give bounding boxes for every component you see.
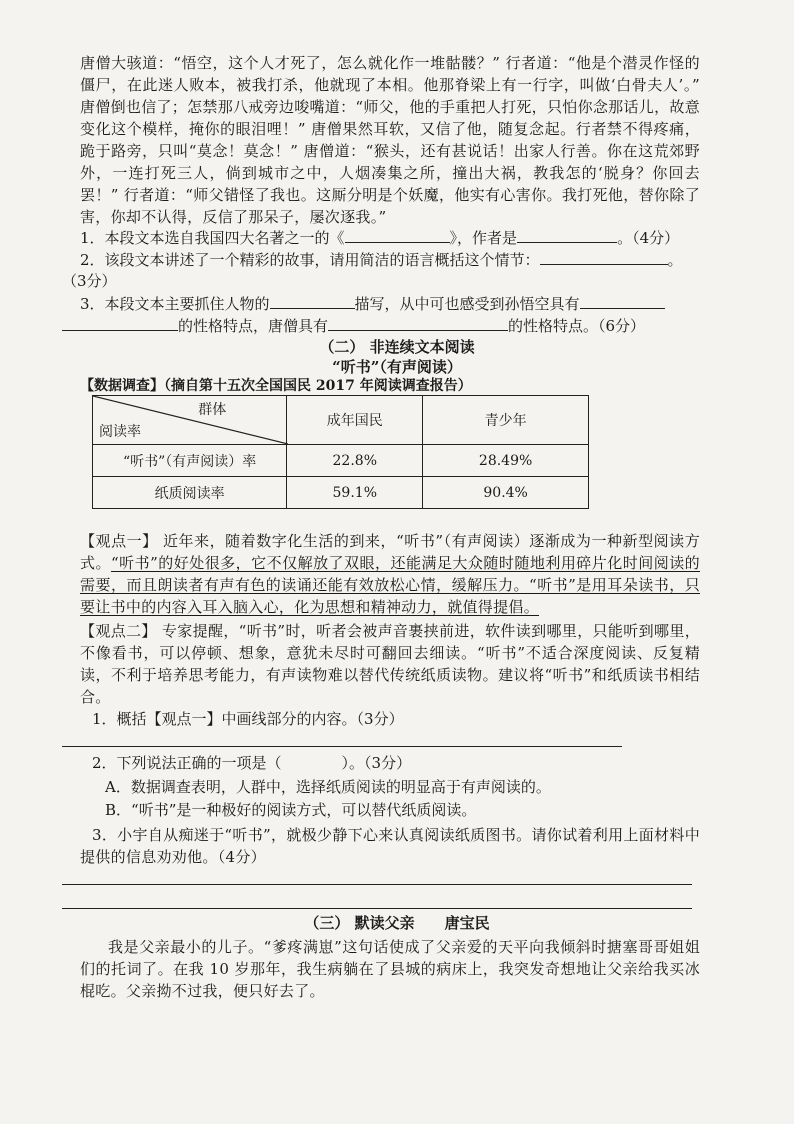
table-row: [93, 445, 589, 477]
viewpoint-1-underlined: “听书”的好处很多，它不仅解放了双眼，还能满足大众随时随地利用碎片化时间阅读的需要，而且朗读者有声有色的读诵还能有效放松心情，缓解压力。“听书”是用耳朵读书，只要让书中的内容入耳入脑入心，化为思想和精神动力，就值得提倡。: [80, 554, 700, 616]
header-group: 群体: [198, 402, 227, 418]
section-3-heading: （三） 默读父亲 唐宝民: [304, 914, 490, 932]
q3-text-d: 的性格特点。（6分）: [508, 317, 646, 335]
q3-text-b: 描写，从中可也感受到孙悟空具有: [354, 295, 580, 313]
plot-summary-blank[interactable]: [540, 248, 668, 265]
q3-text-a: 3．本段文本主要抓住人物的: [80, 295, 270, 313]
option-b[interactable]: B．“听书”是一种极好的阅读方式，可以替代纸质阅读。: [105, 801, 477, 819]
cell-teen: 28.49%: [423, 445, 589, 477]
viewpoint-1: [80, 530, 700, 618]
description-type-blank[interactable]: [270, 292, 355, 309]
q2-score: （3分）: [62, 272, 117, 290]
question-2-3: 3．小宇自从痴迷于“听书”，就极少静下心来认真阅读纸质图书。请你试着利用上面材料中提供的信息劝劝他。（4分）: [80, 826, 700, 866]
wukong-trait-blank-cont[interactable]: [62, 314, 178, 331]
author-blank[interactable]: [517, 226, 617, 243]
col-adult-header: 成年国民: [287, 396, 423, 445]
col-teen-header: 青少年: [423, 396, 589, 445]
reading-rate-table: [92, 395, 589, 509]
tangseng-trait-blank[interactable]: [328, 314, 508, 331]
q1-text-b: 》，作者是: [449, 229, 518, 247]
question-1-3: [80, 292, 665, 315]
passage-xiyouji: 唐僧大骇道：“悟空，这个人才死了，怎么就化作一堆骷髅？” 行者道：“他是个潜灵作怪的僵尸，在此迷人败本，被我打杀，他就现了本相。他那脊梁上有一行字，叫做‘白骨夫人’。” 唐僧倒也信了；怎禁那八戒旁边唆嘴道：“师父，他的手重把人打死，只怕你念那话儿，故意变化这个模样，掩你的眼泪哩！” 唐僧果然耳软，又信了他，随复念起。行者禁不得疼痛，跪于路旁，只叫“莫念！莫念！” 唐僧道：“猴头，还有甚说话！出家人行善。你在这荒郊野外，一连打死三人，倘到城市之中，人烟凑集之所，撞出大祸，教我怎的‘脱身？你回去罢！” 行者道：“师父错怪了我也。这厮分明是个妖魔，他实有心害你。我打死他，替你除了害，你却不认得，反信了那呆子，屡次逐我。”: [80, 54, 700, 226]
wukong-trait-blank[interactable]: [580, 292, 665, 309]
row-label: 纸质阅读率: [93, 477, 287, 509]
q1-text-c: 。（4分）: [617, 229, 680, 247]
viewpoint-1-intro: 【观点一】 近年来，随着数字化生活的到来，“听书”（有声阅读）逐渐成为一种新型阅读方式。: [80, 532, 700, 572]
answer-line[interactable]: [62, 884, 692, 885]
q1-text: 1．本段文本选自我国四大名著之一的《: [80, 229, 345, 247]
row-label: “听书”（有声阅读）率: [93, 445, 287, 477]
cell-adult: 22.8%: [287, 445, 423, 477]
option-a[interactable]: A．数据调查表明，人群中，选择纸质阅读的明显高于有声阅读的。: [105, 778, 551, 796]
survey-label: 【数据调查】（摘自第十五次全国国民 2017 年阅读调查报告）: [80, 378, 472, 394]
book-name-blank[interactable]: [345, 226, 450, 243]
q3-text-c: 的性格特点，唐僧具有: [178, 317, 329, 335]
question-1-1: [80, 226, 679, 249]
table-diagonal-header: [93, 396, 287, 445]
q2-text: 2．该段文本讲述了一个精彩的故事，请用简洁的语言概括这个情节：: [80, 251, 540, 269]
viewpoint-2: 【观点二】 专家提醒，“听书”时，听者会被声音裹挟前进，软件读到哪里，只能听到哪里，不像看书，可以停顿、想象，意犹未尽时可翻回去细读。“听书”不适合深度阅读、反复精读，不利于培养思考能力，有声读物难以替代传统纸质读物。建议将“听书”和纸质读书相结合。: [80, 622, 700, 706]
section-2-heading: （二） 非连续文本阅读: [319, 338, 475, 356]
question-1-2: [80, 248, 683, 271]
section-2-subheading: “听书”（有声阅读）: [332, 358, 462, 376]
q2-text-b: 。: [667, 251, 683, 269]
cell-teen: 90.4%: [423, 477, 589, 509]
question-2-2: 2．下列说法正确的一项是（ ）。（3分）: [92, 754, 412, 772]
answer-line[interactable]: [62, 908, 692, 909]
table-row: [93, 477, 589, 509]
question-2-1: 1．概括【观点一】中画线部分的内容。（3分）: [92, 710, 404, 728]
header-rate: 阅读率: [99, 424, 141, 440]
answer-line[interactable]: [62, 746, 622, 747]
question-1-3-cont: [62, 314, 645, 337]
cell-adult: 59.1%: [287, 477, 423, 509]
passage-father: 我是父亲最小的儿子。“爹疼满崽”这句话使成了父亲爱的天平向我倾斜时搪塞哥哥姐姐们的托词了。在我 10 岁那年，我生病躺在了县城的病床上，我突发奇想地让父亲给我买冰棍吃。父亲拗不过我，便只好去了。: [80, 938, 700, 1000]
